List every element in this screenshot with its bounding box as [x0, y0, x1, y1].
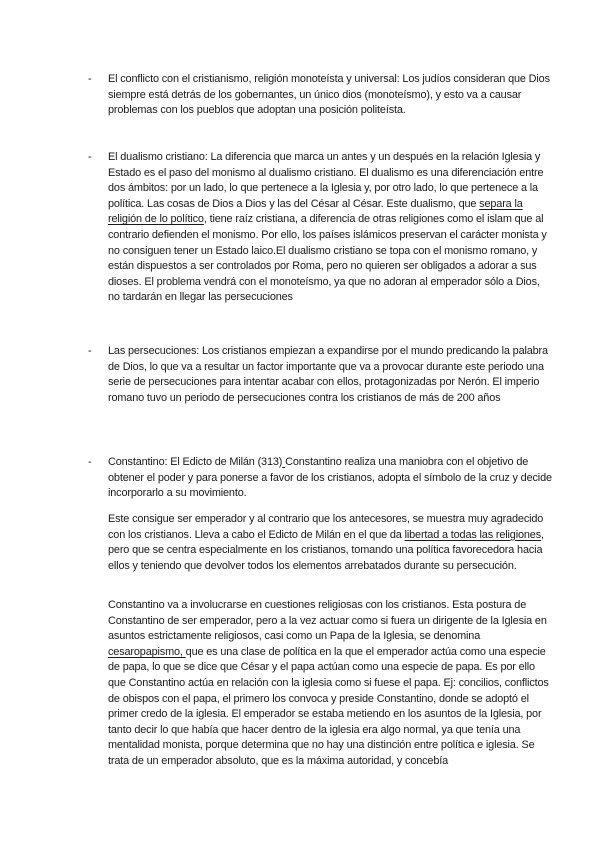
underlined-phrase: libertad a todas las religiones [404, 528, 542, 541]
underlined-phrase: separa la religión de lo político [108, 197, 523, 226]
paragraph-persecuciones: Las persecuciones: Los cristianos empiezan a expandirse por el mundo predicando la palabra de Dios, lo que va a resultar un factor importante que va a provocar durante este periodo una serie de persecuciones para intentar acabar con ellos, protagonizadas por Nerón. El imperio romano tuvo un periodo de persecuciones contra los cristianos de más de 200 años [108, 345, 548, 404]
text-run: Este consigue ser emperador y al contrario que los antecesores, se muestra muy agradecido con los cristianos. Lleva a cabo el Edicto de Milán en el que da [108, 513, 544, 541]
text-run: , pero que se centra especialmente en los cristianos, tomando una política favorecedora hacia ellos y teniendo que devolver todos los elementos arrebatados durante su persecución. [108, 528, 544, 572]
bullet-dash: - [88, 151, 92, 163]
text-run: Constantino va a involucrarse en cuestiones religiosas con los cristianos. Esta postura de Constantino de ser emperador, pero a la vez actuar como si fuera un dirigente de la Iglesia en asuntos estrictamente religiosos, casi como un Papa de la Iglesia, se denomina [108, 599, 547, 643]
paragraph-dualismo [108, 150, 554, 306]
text-run: Constantino: El Edicto de Milán (313) [108, 456, 283, 468]
bullet-dash: - [88, 345, 92, 357]
underlined-term: cesaropapismo, [108, 645, 186, 658]
text-run: Constantino realiza una maniobra con el objetivo de obtener el poder y para ponerse a favor de los cristianos, adopta el símbolo de la cruz y decide incorporarlo a su movimiento. [108, 456, 552, 500]
paragraph-constantino-intro [108, 455, 554, 502]
paragraph-cesaropapismo [108, 598, 554, 770]
text-run: El dualismo cristiano: La diferencia que marca un antes y un después en la relación Iglesia y Estado es el paso del monismo al dualismo cristiano. El dualismo es una diferenciación entre dos ámbitos: por un lado, lo que pertenece a la Iglesia y, por otro lado, lo que pertenece a la política. Las cosas de Dios a Dios y las del César al César. Este dualismo, que [108, 151, 544, 210]
paragraph-constantino-emperador [108, 512, 554, 574]
bullet-dash: - [88, 73, 92, 85]
text-run: , tiene raíz cristiana, a diferencia de otras religiones como el islam que al contrario defienden el monismo. Por ello, los países islámicos preservan el carácter monista y no consiguen tener un Estado laico.El dualismo cristiano se topa con el monismo romano, y están dispuestos a ser controlados por Roma, pero no quieren ser obligados a adorar a sus dioses. El problema vendrá con el monoteísmo, ya que no adoran al emperador sólo a Dios, no tardarán en llegar las persecuciones [108, 213, 547, 304]
bullet-dash: - [88, 456, 92, 468]
paragraph-conflicto: El conflicto con el cristianismo, religión monoteísta y universal: Los judíos consideran que Dios siempre está detrás de los gobernantes, un único dios (monoteísmo), y esto va a causar problemas con los pueblos que adoptan una posición politeísta. [108, 73, 550, 117]
text-run: que es una clase de política en la que el emperador actúa como una especie de papa, lo que se dice que César y el papa actúan como una especie de papa. Es por ello que Constantino actúa en relación con la iglesia como si fuese el papa. Ej: concilios, conflictos de obispos con el papa, el primero los convoca y preside Constantino, donde se adoptó el primer credo de la iglesia. El emperador se estaba metiendo en los asuntos de la Iglesia, por tanto decir lo que había que hacer dentro de la iglesia era algo normal, ya que tenía una mentalidad monista, porque determina que no hay una distinción entre política e iglesia. Se trata de un emperador absoluto, que es la máxima autoridad, y concebía [108, 645, 549, 767]
